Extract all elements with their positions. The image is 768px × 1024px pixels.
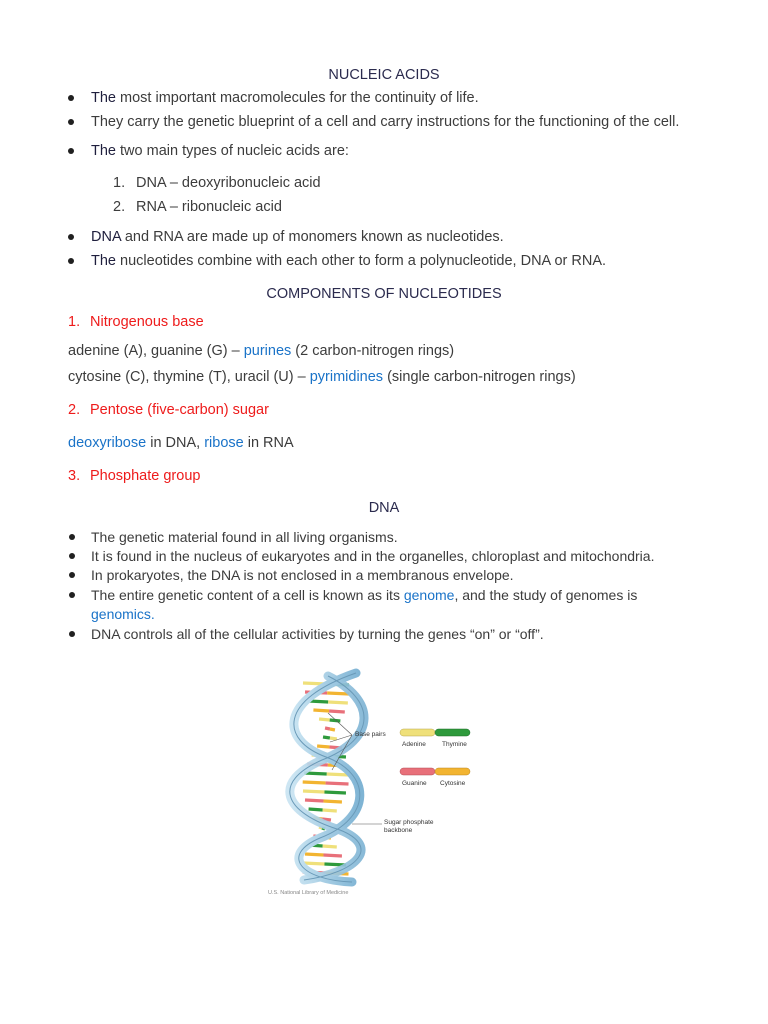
more-bullet-2: The nucleotides combine with each other to form a polynucleotide, DNA or RNA.: [91, 253, 607, 269]
base-pair-rung: [329, 711, 345, 712]
base-pair-rung: [330, 738, 337, 739]
base-pair-rung: [305, 692, 327, 693]
component-3-label: Phosphate group: [90, 468, 201, 484]
component-1-number: 1.: [68, 314, 81, 330]
bullet-icon: [68, 148, 74, 154]
base-pair-rung: [317, 746, 329, 747]
base-pair-rung: [327, 774, 350, 775]
base-pair-rung: [313, 836, 322, 837]
base-pairs-pointer: [328, 713, 352, 735]
component-1-label: Nitrogenous base: [90, 314, 204, 330]
base-pair-rung: [326, 684, 349, 685]
page-title: NUCLEIC ACIDS: [328, 67, 440, 83]
base-pair-rung: [319, 827, 322, 828]
bullet-icon: [69, 631, 75, 637]
adenine-label: Adenine: [402, 741, 426, 748]
base-pair-rung: [324, 864, 345, 865]
backbone-strand-2: [290, 676, 364, 880]
base-pair-rung: [304, 773, 327, 774]
intro-bullet-3: The two main types of nucleic acids are:: [91, 143, 349, 159]
base-pair-rung: [303, 872, 326, 873]
more-bullet-1: DNA and RNA are made up of monomers known as nucleotides.: [91, 229, 504, 245]
base-pair-rung: [303, 791, 324, 792]
base-pair-rung: [305, 854, 323, 855]
legend-guanine-cytosine: [400, 768, 470, 787]
base-pair-rung: [330, 720, 341, 721]
base-pair-rungs: [303, 683, 350, 874]
bullet-icon: [68, 258, 74, 264]
intro-bullet-1: The most important macromolecules for the continuity of life.: [91, 90, 479, 106]
base-pair-rung: [328, 765, 349, 766]
backbone-strand-1: [294, 673, 360, 882]
bullet-icon: [68, 234, 74, 240]
dna-bullet-3: In prokaryotes, the DNA is not enclosed in a membranous envelope.: [91, 567, 514, 583]
base-pair-rung: [307, 764, 328, 765]
base-pair-rung: [325, 728, 330, 729]
dna-bullet-5: DNA controls all of the cellular activities by turning the genes “on” or “off”.: [91, 626, 544, 642]
base-pair-rung: [313, 710, 329, 711]
bullet-icon: [69, 553, 75, 559]
bullet-icon: [68, 119, 74, 125]
component-2-label: Pentose (five-carbon) sugar: [90, 402, 269, 418]
base-pair-rung: [309, 701, 329, 702]
legend-adenine-thymine: [400, 729, 470, 748]
base-pairs-label: Base pairs: [355, 731, 386, 738]
thymine-label: Thymine: [442, 741, 467, 748]
bullet-icon: [69, 534, 75, 540]
base-pair-rung: [313, 818, 322, 819]
base-pair-rung: [326, 783, 349, 784]
dna-bullet-1: The genetic material found in all living organisms.: [91, 529, 398, 545]
base-pair-rung: [323, 846, 337, 847]
base-pair-rung: [328, 702, 348, 703]
base-pair-rung: [309, 809, 323, 810]
dna-bullet-4-continued: genomics.: [91, 606, 155, 622]
base-pair-rung: [303, 863, 324, 864]
bullet-icon: [69, 592, 75, 598]
base-pair-rung: [323, 810, 337, 811]
type-item-rna: 2.: [113, 199, 126, 215]
base-pair-rung: [330, 729, 335, 730]
pyrimidines-line: cytosine (C), thymine (T), uracil (U) – pyrimidines (single carbon-nitrogen rings): [68, 369, 576, 385]
bullet-icon: [69, 572, 75, 578]
component-3-number: 3.: [68, 468, 81, 484]
dna-bullet-4: The entire genetic content of a cell is known as its genome, and the study of genomes is: [91, 587, 638, 603]
base-pair-rung: [312, 755, 329, 756]
base-pair-rung: [323, 801, 341, 802]
backbone-label-1: Sugar phosphate: [384, 819, 434, 826]
intro-bullet-2: They carry the genetic blueprint of a cell and carry instructions for the functioning of the cell.: [91, 114, 680, 130]
purines-line: adenine (A), guanine (G) – purines (2 carbon-nitrogen rings): [68, 343, 455, 359]
dna-bullet-2: It is found in the nucleus of eukaryotes and in the organelles, chloroplast and mitochondria.: [91, 548, 655, 564]
base-pair-rung: [322, 828, 325, 829]
base-pair-rung: [322, 819, 331, 820]
base-pair-rung: [303, 782, 326, 783]
base-pair-rung: [305, 800, 323, 801]
base-pair-rung: [322, 837, 331, 838]
base-pair-rung: [327, 693, 349, 694]
backbone-label-2: backbone: [384, 827, 413, 834]
figure-credit: U.S. National Library of Medicine: [268, 890, 349, 896]
component-2-number: 2.: [68, 402, 81, 418]
bullet-icon: [68, 95, 74, 101]
base-pair-rung: [329, 756, 346, 757]
guanine-label: Guanine: [402, 780, 427, 787]
type-item-dna: 1.: [113, 175, 126, 191]
cytosine-label: Cytosine: [440, 780, 466, 787]
base-pair-rung: [303, 683, 326, 684]
type-item-dna-text: DNA – deoxyribonucleic acid: [136, 175, 321, 191]
base-pair-rung: [326, 873, 349, 874]
base-pair-rung: [319, 719, 330, 720]
type-item-rna-text: RNA – ribonucleic acid: [136, 199, 282, 215]
base-pair-rung: [330, 747, 342, 748]
base-pair-rung: [323, 855, 341, 856]
base-pair-rung: [309, 845, 323, 846]
sugar-line: deoxyribose in DNA, ribose in RNA: [68, 435, 294, 451]
dna-heading: DNA: [368, 500, 400, 516]
base-pair-rung: [324, 792, 345, 793]
components-heading: COMPONENTS OF NUCLEOTIDES: [266, 286, 502, 302]
base-pair-rung: [323, 737, 330, 738]
